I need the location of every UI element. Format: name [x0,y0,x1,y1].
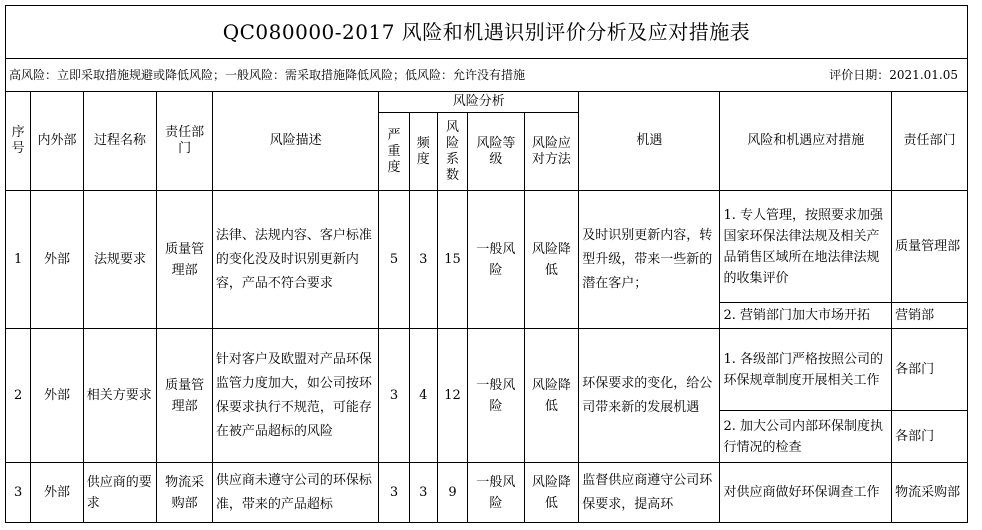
row-seq: 3 [6,463,31,523]
row-measure: 1. 专人管理，按照要求加强国家环保法律法规及相关产品销售区域所在地法律法规的收集评价 [720,191,892,303]
table-row [6,463,968,523]
header-method: 风险应对方法 [524,113,579,191]
header-frequency: 频度 [409,113,437,191]
table-row [6,329,968,411]
row-risk-desc: 供应商未遵守公司的环保标准，带来的产品超标 [212,463,379,523]
header-inout: 内外部 [31,92,83,191]
row-dept: 质量管理部 [157,191,213,329]
row-level: 一般风险 [468,191,525,329]
header-seq: 序号 [6,92,31,191]
row-severity: 5 [379,191,409,329]
row-risk-desc: 针对客户及欧盟对产品环保监管力度加大，如公司按环保要求执行不规范，可能存在被产品超标的风险 [212,329,379,463]
row-seq: 1 [6,191,31,329]
row-risk-desc: 法律、法规内容、客户标准的变化没及时识别更新内容，产品不符合要求 [212,191,379,329]
row-opportunity: 环保要求的变化，给公司带来新的发展机遇 [579,329,720,463]
row-severity: 3 [379,329,409,463]
row-method: 风险降低 [524,191,579,329]
row-dept: 质量管理部 [157,329,213,463]
risk-table-sheet [5,5,974,530]
row-measure: 2. 营销部门加大市场开拓 [720,303,892,329]
row-method: 风险降低 [524,463,579,523]
row-inout: 外部 [31,463,83,523]
risk-opportunity-table [5,5,968,523]
header-dept: 责任部门 [157,92,213,191]
row-resp-dept: 各部门 [892,329,968,411]
row-resp-dept: 质量管理部 [892,191,968,303]
header-process: 过程名称 [83,92,157,191]
row-process: 供应商的要求 [83,463,157,523]
row-frequency: 3 [409,463,437,523]
row-resp-dept: 各部门 [892,411,968,463]
header-severity: 严重度 [379,113,409,191]
legend-row [6,59,968,92]
row-severity: 3 [379,463,409,523]
row-dept: 物流采购部 [157,463,213,523]
row-process: 相关方要求 [83,329,157,463]
row-opportunity: 监督供应商遵守公司环保要求，提高环 [579,463,720,523]
document-title: QC080000-2017 风险和机遇识别评价分析及应对措施表 [6,6,968,59]
header-opportunity: 机遇 [579,92,720,191]
row-coefficient: 9 [437,463,467,523]
row-frequency: 4 [409,329,437,463]
row-measure: 2. 加大公司内部环保制度执行情况的检查 [720,411,892,463]
table-row [6,191,968,303]
row-level: 一般风险 [468,329,525,463]
header-measures: 风险和机遇应对措施 [720,92,892,191]
row-coefficient: 12 [437,329,467,463]
row-resp-dept: 营销部 [892,303,968,329]
header-resp-dept: 责任部门 [892,92,968,191]
row-frequency: 3 [409,191,437,329]
row-method: 风险降低 [524,329,579,463]
row-process: 法规要求 [83,191,157,329]
row-seq: 2 [6,329,31,463]
row-opportunity: 及时识别更新内容，转型升级，带来一些新的潜在客户； [579,191,720,329]
row-inout: 外部 [31,191,83,329]
header-level: 风险等级 [468,113,525,191]
row-level: 一般风险 [468,463,525,523]
row-coefficient: 15 [437,191,467,329]
row-measure: 1. 各级部门严格按照公司的环保规章制度开展相关工作 [720,329,892,411]
evaluation-date: 评价日期：2021.01.05 [829,67,958,82]
row-inout: 外部 [31,329,83,463]
header-risk-desc: 风险描述 [212,92,379,191]
row-resp-dept: 物流采购部 [892,463,968,523]
risk-legend: 高风险：立即采取措施规避或降低风险；一般风险：需采取措施降低风险；低风险：允许没有措施 [9,67,526,82]
header-coefficient: 风险系数 [437,113,467,191]
header-risk-analysis: 风险分析 [379,92,579,113]
row-measure: 对供应商做好环保调查工作 [720,463,892,523]
